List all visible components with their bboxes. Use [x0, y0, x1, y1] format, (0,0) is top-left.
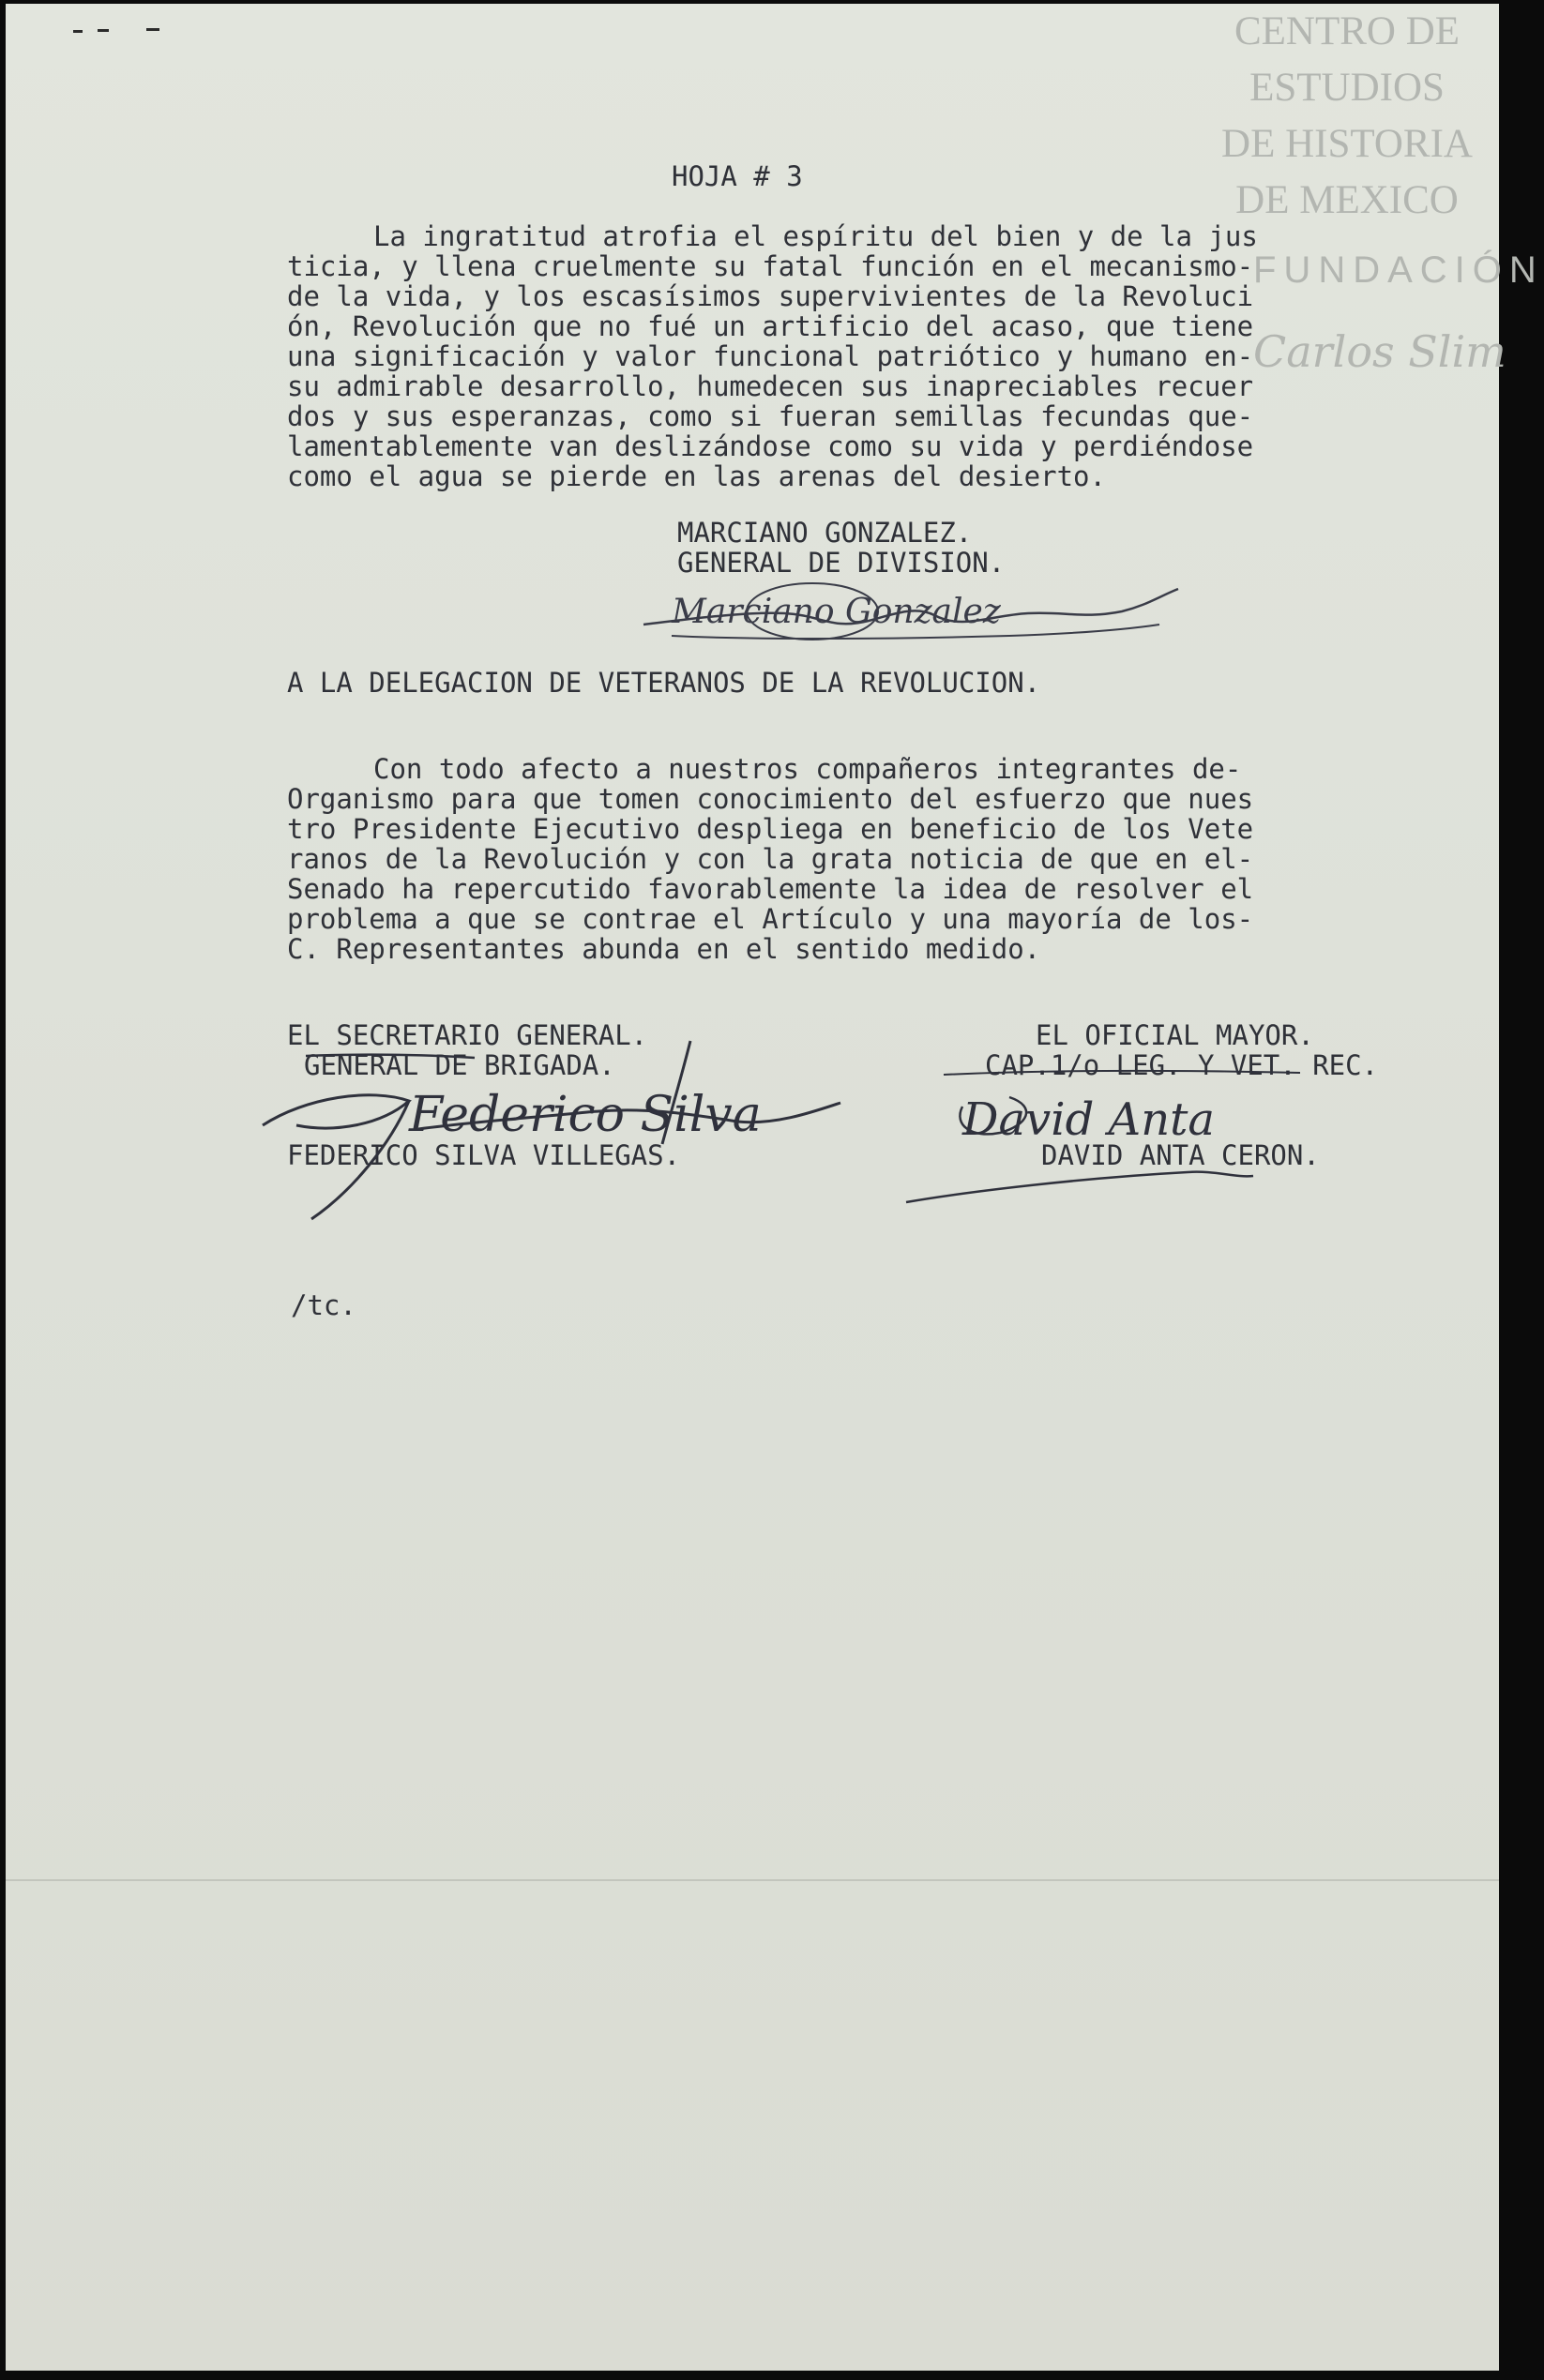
left-rank: GENERAL DE BRIGADA.: [304, 1049, 615, 1081]
left-name: FEDERICO SILVA VILLEGAS.: [287, 1139, 681, 1171]
text-line: tro Presidente Ejecutivo despliega en beneficio de los Vete: [287, 813, 1254, 845]
text-line: Organismo para que tomen conocimiento del esfuerzo que nues: [287, 783, 1254, 815]
signature-text: David Anta: [962, 1093, 1216, 1146]
left-role: EL SECRETARIO GENERAL.: [287, 1019, 648, 1051]
text-line: ticia, y llena cruelmente su fatal función en el mecanismo-: [287, 250, 1254, 282]
watermark-line: DE MEXICO: [1235, 178, 1459, 222]
paper-fold: [6, 1879, 1499, 1881]
signature-marciano-gonzalez: [634, 578, 1197, 662]
text-line: ón, Revolución que no fué un artificio del acaso, que tiene: [287, 310, 1254, 342]
signature-david-anta: [897, 1060, 1366, 1210]
text-line: de la vida, y los escasísimos supervivientes de la Revoluci: [287, 280, 1254, 312]
scan-mark: [73, 30, 83, 33]
scan-mark: [146, 28, 159, 31]
text-line: C. Representantes abunda en el sentido medido.: [287, 933, 1041, 965]
text-line: ranos de la Revolución y con la grata noticia de que en el-: [287, 843, 1254, 875]
signer-title: GENERAL DE DIVISION.: [677, 547, 1006, 579]
text-line: La ingratitud atrofia el espíritu del bien y de la jus: [373, 220, 1258, 252]
watermark-signature: Carlos Slim: [1253, 326, 1506, 377]
text-line: lamentablemente van deslizándose como su vida y perdiéndose: [287, 430, 1254, 462]
text-line: su admirable desarrollo, humedecen sus inapreciables recuer: [287, 370, 1254, 402]
typist-initials: /tc.: [291, 1289, 356, 1321]
page-heading: HOJA # 3: [672, 160, 803, 192]
addressee-line: A LA DELEGACION DE VETERANOS DE LA REVOLUCION.: [287, 667, 1041, 699]
watermark-line: CENTRO DE: [1234, 9, 1461, 53]
scan-mark: [98, 29, 109, 32]
text-line: Senado ha repercutido favorablemente la idea de resolver el: [287, 873, 1254, 905]
watermark-foundation: FUNDACIÓN: [1253, 249, 1544, 291]
text-line: dos y sus esperanzas, como si fueran semillas fecundas que-: [287, 400, 1254, 432]
watermark-line: ESTUDIOS: [1249, 66, 1445, 110]
text-line: como el agua se pierde en las arenas del desierto.: [287, 460, 1106, 492]
text-line: una significación y valor funcional patriótico y humano en-: [287, 340, 1254, 372]
right-rank: CAP.1/o LEG. Y VET. REC.: [985, 1049, 1379, 1081]
signature-text: Federico Silva: [409, 1087, 762, 1143]
signature-text: Marciano Gonzalez: [672, 593, 1001, 631]
right-name: DAVID ANTA CERON.: [1041, 1139, 1320, 1171]
text-line: problema a que se contrae el Artículo y una mayoría de los-: [287, 903, 1254, 935]
document-page: [6, 4, 1544, 2371]
signature-federico-silva: [250, 1032, 850, 1238]
watermark-line: DE HISTORIA: [1221, 122, 1473, 166]
right-role: EL OFICIAL MAYOR.: [1036, 1019, 1314, 1051]
text-line: Con todo afecto a nuestros compañeros integrantes de-: [373, 753, 1242, 785]
signer-name: MARCIANO GONZALEZ.: [677, 517, 973, 549]
